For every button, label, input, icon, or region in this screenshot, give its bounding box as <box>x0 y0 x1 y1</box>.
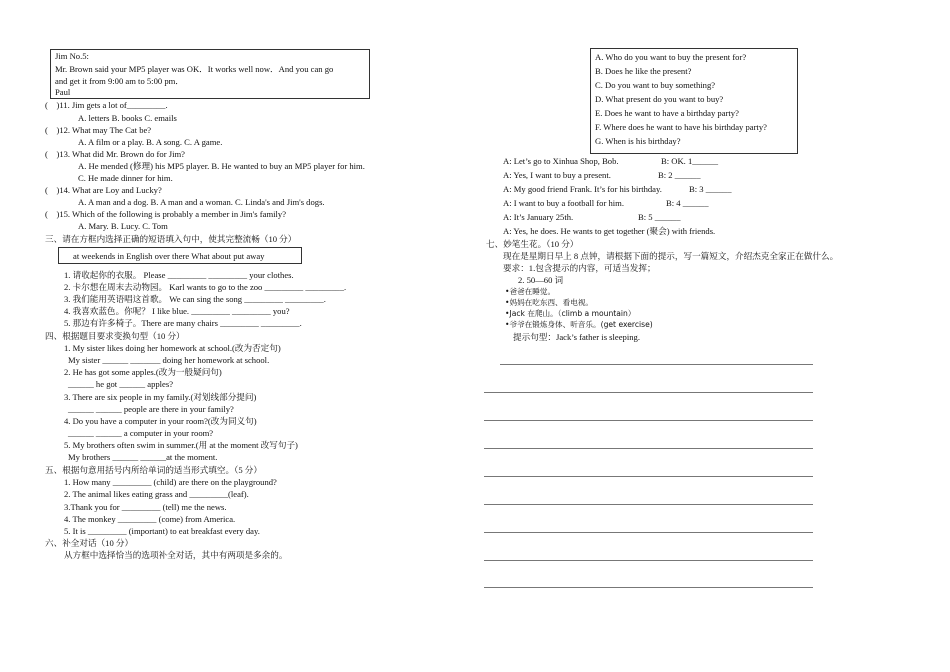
section-instruction: 从方框中选择恰当的选项补全对话，其中有两项是多余的。 <box>64 550 288 560</box>
option-item: F. Where does he want to have his birthday party? <box>595 122 767 132</box>
question: ( )13. What did Mr. Brown do for Jim? <box>45 149 185 159</box>
dialogue-line-b: B: 4 ______ <box>666 198 709 208</box>
question: ( )14. What are Loy and Lucky? <box>45 185 162 195</box>
option-item: B. Does he like the present? <box>595 66 692 76</box>
question-options: A. Mary. B. Lucy. C. Tom <box>78 221 168 231</box>
exercise-item: 4. The monkey _________ (come) from America. <box>64 514 236 524</box>
dialogue-line-a: A: I want to buy a football for him. <box>503 198 625 208</box>
dialogue-line-b: B: 2 ______ <box>658 170 701 180</box>
question-options: A. A man and a dog. B. A man and a woman. C. Linda's and Jim's dogs. <box>78 197 325 207</box>
writing-line[interactable] <box>484 420 813 421</box>
writing-hint-sentence: 提示句型：Jack’s father is sleeping. <box>513 332 640 342</box>
exercise-item: 5. It is _________ (important) to eat breakfast every day. <box>64 526 260 536</box>
writing-hint-item: •爷爷在锻炼身体、听音乐。(get exercise) <box>505 320 653 329</box>
dialogue-line-a: A: Yes, he does. He wants to get together (聚会) with friends. <box>503 226 716 236</box>
exercise-answer: My sister ______ _______ doing her homework at school. <box>68 355 270 365</box>
question-options: A. letters B. books C. emails <box>78 113 177 123</box>
writing-line[interactable] <box>484 532 813 533</box>
writing-hint-item: •爸爸在睡觉。 <box>505 287 556 296</box>
writing-requirement: 要求：1.包含提示的内容，可适当发挥； <box>503 263 656 273</box>
letter-header: Jim No.5: <box>55 51 89 61</box>
dialogue-line-a: A: My good friend Frank. It’s for his birthday. <box>503 184 662 194</box>
writing-line[interactable] <box>484 392 813 393</box>
exercise-item: 4. 我喜欢蓝色。你呢？ I like blue. _________ _________ you? <box>64 306 290 316</box>
phrase-list: at weekends in English over there What about put away <box>73 251 265 261</box>
exercise-item: 1. How many _________ (child) are there on the playground? <box>64 477 277 487</box>
exercise-answer: ______ he got ______ apples? <box>68 379 174 389</box>
dialogue-line-b: B: OK. 1______ <box>661 156 719 166</box>
dialogue-line-a: A: Yes, I want to buy a present. <box>503 170 611 180</box>
dialogue-line-b: B: 3 ______ <box>689 184 732 194</box>
exercise-item: 1. 请收起你的衣服。 Please _________ _________ your clothes. <box>64 270 294 280</box>
exercise-item: 3.Thank you for _________ (tell) me the news. <box>64 502 227 512</box>
letter-box <box>50 49 370 99</box>
letter-line: Mr. Brown said your MP5 player was OK．It works well now．And you can go <box>55 64 334 74</box>
exercise-item: 1. My sister likes doing her homework at school.(改为否定句) <box>64 343 281 353</box>
exercise-item: 4. Do you have a computer in your room?(改为同义句) <box>64 416 257 426</box>
dialogue-line-a: A: Let’s go to Xinhua Shop, Bob. <box>503 156 619 166</box>
exercise-answer: ______ ______ people are there in your family? <box>68 404 234 414</box>
question: ( )11. Jim gets a lot of_________. <box>45 100 168 110</box>
letter-line: and get it from 9:00 am to 5:00 pm． <box>55 76 184 86</box>
option-item: C. Do you want to buy something? <box>595 80 716 90</box>
writing-line[interactable] <box>484 587 813 588</box>
writing-intro: 现在是星期日早上 8 点钟，请根据下面的提示，写一篇短文，介绍杰克全家正在做什么。 <box>503 251 839 261</box>
section-title: 四、根据题目要求变换句型（10 分） <box>45 331 185 341</box>
exercise-answer: ______ ______ a computer in your room? <box>68 428 214 438</box>
question: ( )15. Which of the following is probably a member in Jim's family? <box>45 209 287 219</box>
writing-hint-item: •Jack 在爬山。（climb a mountain） <box>505 309 636 318</box>
section-title: 七、妙笔生花。（10 分） <box>486 239 579 249</box>
question: ( )12. What may The Cat be? <box>45 125 152 135</box>
writing-line[interactable] <box>484 504 813 505</box>
option-item: G. When is his birthday? <box>595 136 681 146</box>
exercise-item: 2. The animal likes eating grass and _________(leaf). <box>64 489 249 499</box>
writing-line[interactable] <box>500 364 813 365</box>
writing-line[interactable] <box>484 560 813 561</box>
writing-line[interactable] <box>484 448 813 449</box>
exercise-answer: My brothers ______ ______at the moment. <box>68 452 218 462</box>
section-title: 三、请在方框内选择正确的短语填入句中，使其完整流畅（10 分） <box>45 234 297 244</box>
exercise-item: 5. My brothers often swim in summer.(用 at the moment 改写句子) <box>64 440 298 450</box>
exercise-item: 5. 那边有许多椅子。There are many chairs _________ _________. <box>64 318 302 328</box>
writing-requirement: 2. 50—60 词 <box>518 275 564 285</box>
option-item: A. Who do you want to buy the present for? <box>595 52 747 62</box>
dialogue-line-a: A: It’s January 25th. <box>503 212 574 222</box>
question-options: A. A film or a play. B. A song. C. A game. <box>78 137 223 147</box>
writing-hint-item: •妈妈在吃东西、看电视。 <box>505 298 594 307</box>
section-title: 六、补全对话（10 分） <box>45 538 134 548</box>
option-item: D. What present do you want to buy? <box>595 94 724 104</box>
exercise-item: 3. There are six people in my family.(对划线部分提问) <box>64 392 257 402</box>
option-item: E. Does he want to have a birthday party? <box>595 108 739 118</box>
letter-signature: Paul <box>55 87 71 97</box>
exercise-item: 2. 卡尔想在周末去动物园。 Karl wants to go to the zoo _________ _________. <box>64 282 347 292</box>
exercise-item: 3. 我们能用英语唱这首歌。 We can sing the song _________ _________. <box>64 294 326 304</box>
section-title: 五、根据句意用括号内所给单词的适当形式填空。（5 分） <box>45 465 262 475</box>
writing-line[interactable] <box>484 476 813 477</box>
question-options: A. He mended (修理) his MP5 player. B. He wanted to buy an MP5 player for him. <box>78 161 365 171</box>
question-options: C. He made dinner for him. <box>78 173 173 183</box>
dialogue-line-b: B: 5 ______ <box>638 212 681 222</box>
exercise-item: 2. He has got some apples.(改为一般疑问句) <box>64 367 222 377</box>
